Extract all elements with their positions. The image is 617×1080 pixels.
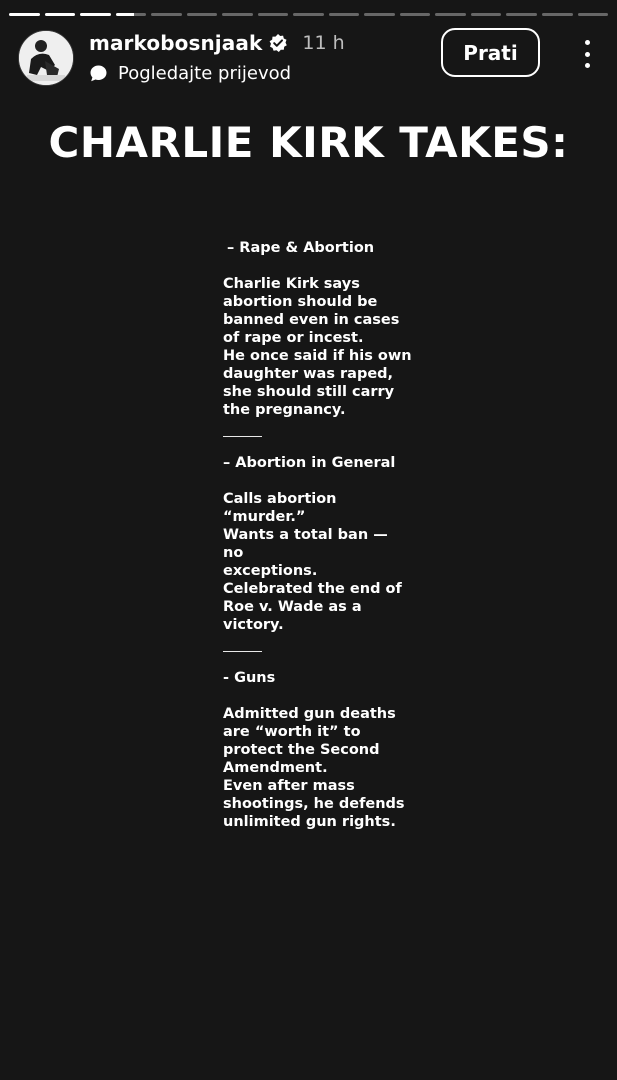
user-info [89,28,345,86]
section-heading-rape-abortion: – Rape & Abortion [227,240,375,256]
section-line: victory. [223,617,284,633]
progress-segment [364,13,395,16]
username[interactable]: markobosnjaak [89,31,263,55]
progress-segment [187,13,218,16]
more-options-icon[interactable] [583,40,591,68]
progress-segment [471,13,502,16]
see-translation-label: Pogledajte prijevod [118,62,292,84]
speech-bubble-icon [89,64,108,83]
section-heading-abortion-general: – Abortion in General [223,455,396,471]
section-divider [223,651,262,652]
post-time: 11 h [302,32,345,54]
section-line: banned even in cases [223,312,400,328]
section-line: Even after mass [223,778,355,794]
section-line: Admitted gun deaths [223,706,396,722]
section-line: protect the Second [223,742,380,758]
progress-segment [151,13,182,16]
section-line: abortion should be [223,294,378,310]
progress-segment [400,13,431,16]
section-line: exceptions. [223,563,318,579]
story-text [223,239,413,831]
avatar[interactable] [18,30,74,86]
section-line: shootings, he defends [223,796,405,812]
section-line: Wants a total ban — no [223,527,388,561]
progress-segment [329,13,360,16]
progress-segment [293,13,324,16]
section-line: unlimited gun rights. [223,814,396,830]
progress-segment [116,13,147,16]
section-line: Amendment. [223,760,328,776]
progress-segment [80,13,111,16]
progress-segment [506,13,537,16]
section-line: Charlie Kirk says [223,276,360,292]
progress-segment [222,13,253,16]
section-line: are “worth it” to [223,724,361,740]
follow-button[interactable]: Prati [441,28,540,77]
section-line: she should still carry [223,384,395,400]
section-line: Celebrated the end of [223,581,402,597]
see-translation-link[interactable] [89,60,345,86]
progress-segment [435,13,466,16]
avatar-photo-icon [19,31,73,85]
progress-segment [9,13,40,16]
section-line: He once said if his own [223,348,412,364]
section-line: “murder.” [223,509,306,525]
section-divider [223,436,262,437]
verified-badge-icon [268,33,288,53]
story-header [18,28,599,88]
section-heading-guns: - Guns [223,670,276,686]
section-line: daughter was raped, [223,366,394,382]
progress-segment [45,13,76,16]
section-line: the pregnancy. [223,402,346,418]
progress-segment [578,13,609,16]
progress-segment [542,13,573,16]
story-progress-bar [9,13,608,16]
section-line: of rape or incest. [223,330,364,346]
section-line: Calls abortion [223,491,337,507]
story-title: CHARLIE KIRK TAKES: [48,118,569,167]
section-line: Roe v. Wade as a [223,599,362,615]
progress-segment [258,13,289,16]
